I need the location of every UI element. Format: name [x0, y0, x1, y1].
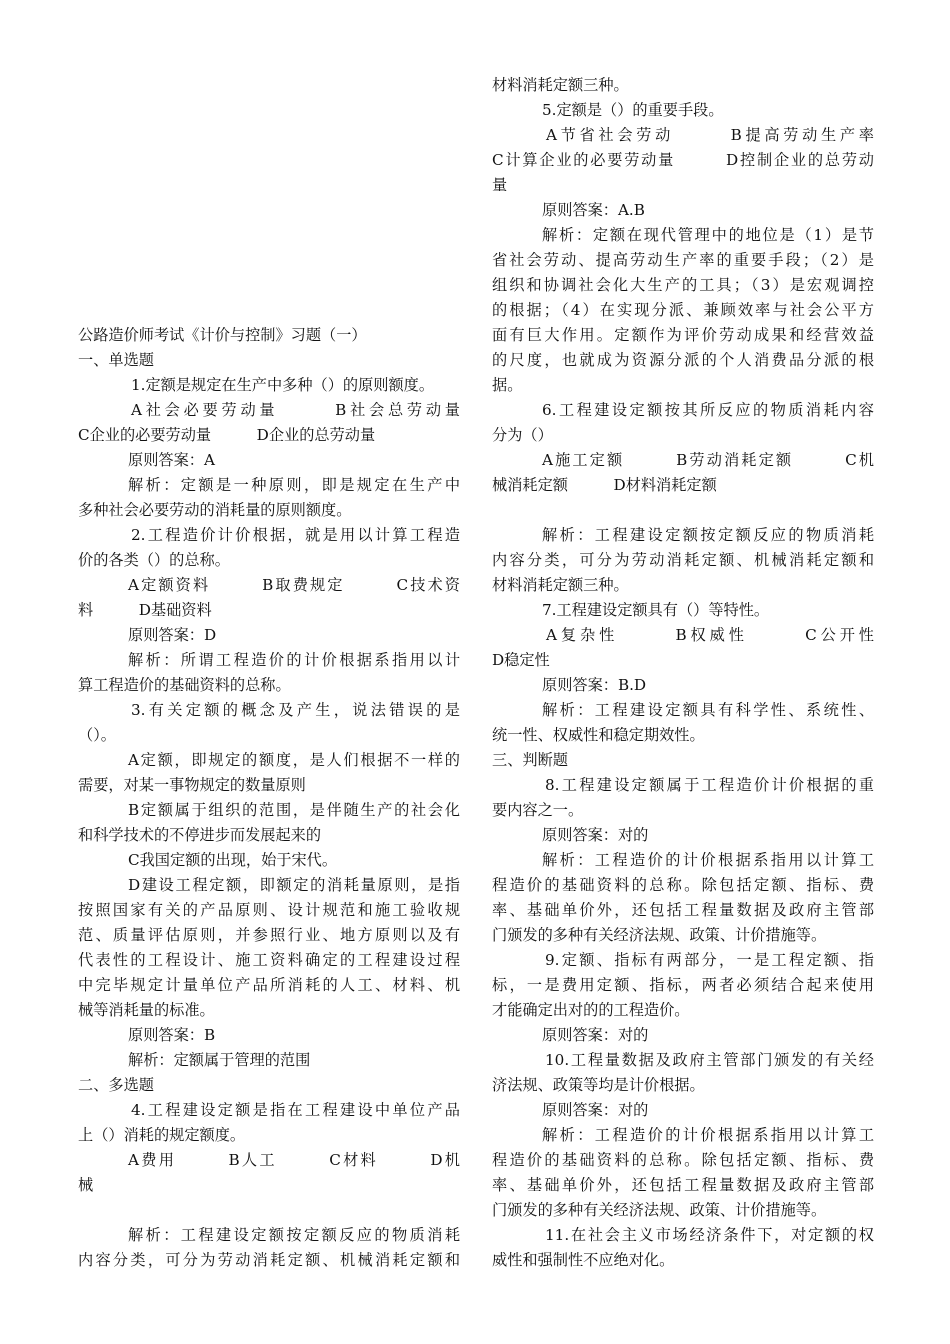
section-heading-true-false: 三、判断题 — [492, 751, 568, 769]
question-3-option-a: 需要，对某一事物规定的数量原则 — [78, 776, 306, 794]
question-5-analysis: 据。 — [492, 376, 523, 394]
blank-line — [78, 1198, 460, 1223]
question-8-analysis: 程造价的基础资料的总称。除包括定额、指标、费 — [492, 876, 874, 894]
blank-line — [492, 498, 874, 523]
question-1-options: A社会必要劳动量 B社会总劳动量 — [131, 401, 460, 419]
question-10: 济法规、政策等均是计价根据。 — [492, 1076, 705, 1094]
question-3-option-d: D建设工程定额，即额定的消耗量原则，是指 — [128, 876, 460, 894]
question-3-option-c: C我国定额的出现，始于宋代。 — [128, 851, 338, 869]
question-1-analysis: 解析：定额是一种原则，即是规定在生产中 — [128, 476, 460, 494]
question-6-options: 械消耗定额 D材料消耗定额 — [492, 476, 717, 494]
question-2-analysis: 解析：所谓工程造价的计价根据系指用以计 — [128, 651, 460, 669]
question-5-options: A节省社会劳动 B提高劳动生产率 — [546, 126, 874, 144]
question-3-option-d: 按照国家有关的产品原则、设计规范和施工验收规 — [78, 901, 460, 919]
question-3-option-d: 械等消耗量的标准。 — [78, 1001, 215, 1019]
question-6: 6.工程建设定额按其所反应的物质消耗内容 — [542, 401, 874, 419]
question-10-analysis: 率、基础单价外，还包括工程量数据及政府主管部 — [492, 1176, 874, 1194]
question-6: 分为（） — [492, 426, 553, 444]
question-3: （）。 — [78, 726, 116, 744]
question-1-analysis: 多种社会必要劳动的消耗量的原则额度。 — [78, 501, 352, 519]
question-7-analysis: 统一性、权威性和稳定期效性。 — [492, 726, 705, 744]
question-5-options: 量 — [492, 176, 508, 194]
question-4-analysis: 内容分类，可分为劳动消耗定额、机械消耗定额和 — [78, 1251, 460, 1269]
question-3-answer: 原则答案：B — [128, 1026, 216, 1044]
question-11: 威性和强制性不应绝对化。 — [492, 1251, 675, 1269]
question-2-options: A定额资料 B取费规定 C技术资 — [128, 576, 460, 594]
question-7-analysis: 解析：工程建设定额具有科学性、系统性、 — [542, 701, 874, 719]
right-column — [492, 73, 874, 1273]
question-5-analysis: 面有巨大作用。定额作为评价劳动成果和经营效益 — [492, 326, 874, 344]
question-9: 9.定额、指标有两部分，一是工程定额、指 — [545, 951, 874, 969]
question-8-analysis: 解析：工程造价的计价根据系指用以计算工 — [542, 851, 874, 869]
question-9-answer: 原则答案：对的 — [542, 1026, 649, 1044]
question-5-analysis: 的根据；（4）在实现分派、兼顾效率与社会公平方 — [492, 301, 874, 319]
question-7-options: A复杂性 B权威性 C公开性 — [546, 626, 874, 644]
question-5-analysis: 解析：定额在现代管理中的地位是（1）是节 — [542, 226, 874, 244]
question-5-analysis: 组织和协调社会化大生产的工具；（3）是宏观调控 — [492, 276, 874, 294]
question-4: 上（）消耗的规定额度。 — [78, 1126, 246, 1144]
question-1-options: C企业的必要劳动量 D企业的总劳动量 — [78, 426, 376, 444]
question-5: 5.定额是（）的重要手段。 — [542, 101, 724, 119]
question-3-analysis: 解析：定额属于管理的范围 — [128, 1051, 311, 1069]
question-3-option-d: 中完毕规定计量单位产品所消耗的人工、材料、机 — [78, 976, 460, 994]
question-4-options: A费用 B人工 C材料 D机 — [128, 1151, 460, 1169]
document-title: 公路造价师考试《计价与控制》习题（一） — [78, 326, 367, 344]
question-6-analysis: 材料消耗定额三种。 — [492, 576, 629, 594]
question-5-answer: 原则答案：A.B — [542, 201, 645, 219]
question-4-analysis-continued: 材料消耗定额三种。 — [492, 76, 629, 94]
question-6-analysis: 解析：工程建设定额按定额反应的物质消耗 — [542, 526, 874, 544]
question-8-analysis: 门颁发的多种有关经济法规、政策、计价措施等。 — [492, 926, 827, 944]
question-2: 价的各类（）的总称。 — [78, 551, 230, 569]
question-10-analysis: 程造价的基础资料的总称。除包括定额、指标、费 — [492, 1151, 874, 1169]
question-8-analysis: 率、基础单价外，还包括工程量数据及政府主管部 — [492, 901, 874, 919]
section-heading-single-choice: 一、单选题 — [78, 351, 154, 369]
question-8: 8.工程建设定额属于工程造价计价根据的重 — [545, 776, 874, 794]
question-4: 4.工程建设定额是指在工程建设中单位产品 — [131, 1101, 460, 1119]
question-2-analysis: 算工程造价的基础资料的总称。 — [78, 676, 291, 694]
question-10-analysis: 解析：工程造价的计价根据系指用以计算工 — [542, 1126, 874, 1144]
question-3-option-a: A定额，即规定的额度，是人们根据不一样的 — [128, 751, 460, 769]
question-3-option-d: 范、质量评估原则，并参照行业、地方原则以及有 — [78, 926, 460, 944]
question-10-analysis: 门颁发的多种有关经济法规、政策、计价措施等。 — [492, 1201, 827, 1219]
question-8: 要内容之一。 — [492, 801, 584, 819]
question-5-analysis: 省社会劳动、提高劳动生产率的重要手段；（2）是 — [492, 251, 874, 269]
question-2-options: 料 D基础资料 — [78, 601, 212, 619]
question-7-options: D稳定性 — [492, 651, 550, 669]
question-5-options: C计算企业的必要劳动量 D控制企业的总劳动 — [492, 151, 874, 169]
question-3: 3.有关定额的概念及产生，说法错误的是 — [131, 701, 460, 719]
question-8-answer: 原则答案：对的 — [542, 826, 649, 844]
question-1-answer: 原则答案：A — [128, 451, 215, 469]
question-7-answer: 原则答案：B.D — [542, 676, 647, 694]
question-2: 2.工程造价计价根据，就是用以计算工程造 — [131, 526, 460, 544]
question-1: 1.定额是规定在生产中多种（）的原则额度。 — [131, 376, 435, 394]
question-4-options: 械 — [78, 1176, 94, 1194]
question-2-answer: 原则答案：D — [128, 626, 217, 644]
question-3-option-b: 和科学技术的不停进步而发展起来的 — [78, 826, 321, 844]
left-column — [78, 323, 460, 1273]
question-11: 11.在社会主义市场经济条件下，对定额的权 — [545, 1226, 874, 1244]
section-heading-multiple-choice: 二、多选题 — [78, 1076, 154, 1094]
question-9: 才能确定出对的的工程造价。 — [492, 1001, 690, 1019]
question-3-option-d: 代表性的工程设计、施工资料确定的工程建设过程 — [78, 951, 460, 969]
question-7: 7.工程建设定额具有（）等特性。 — [542, 601, 770, 619]
question-4-analysis: 解析：工程建设定额按定额反应的物质消耗 — [128, 1226, 460, 1244]
question-6-options: A施工定额 B劳动消耗定额 C机 — [542, 451, 874, 469]
question-10-answer: 原则答案：对的 — [542, 1101, 649, 1119]
question-10: 10.工程量数据及政府主管部门颁发的有关经 — [545, 1051, 874, 1069]
question-5-analysis: 的尺度，也就成为资源分派的个人消费品分派的根 — [492, 351, 874, 369]
question-6-analysis: 内容分类，可分为劳动消耗定额、机械消耗定额和 — [492, 551, 874, 569]
question-3-option-b: B定额属于组织的范围，是伴随生产的社会化 — [128, 801, 460, 819]
question-9: 标，一是费用定额、指标，两者必须结合起来使用 — [492, 976, 874, 994]
